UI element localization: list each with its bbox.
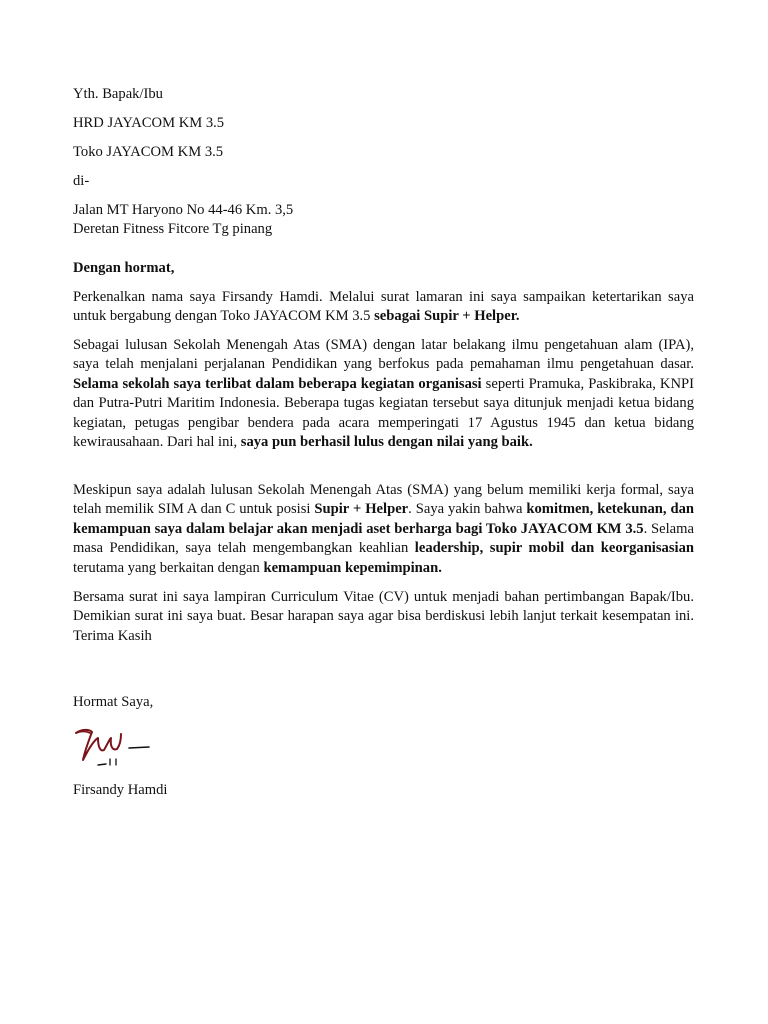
salutation-to: Yth. Bapak/Ibu xyxy=(73,86,163,102)
paragraph-intro xyxy=(73,288,694,327)
skills-text-2: . Saya yakin bahwa xyxy=(408,501,527,518)
skills-text-4: terutama yang berkaitan dengan xyxy=(73,559,264,576)
leadership-emphasis: leadership, supir mobil dan keorganisasian xyxy=(414,540,694,557)
paragraph-education xyxy=(73,336,694,452)
closing-phrase: Hormat Saya, xyxy=(73,694,154,710)
address-line-2: Deretan Fitness Fitcore Tg pinang xyxy=(73,221,273,238)
greeting-text: Dengan hormat, xyxy=(73,260,175,276)
recipient-store: Toko JAYACOM KM 3.5 xyxy=(73,144,224,160)
education-text-2: seperti Pramuka, Paskibraka, KNPI dan Putra-Putri Maritim Indonesia. Beberapa tugas kegiatan tersebut saya ditunjuk menjadi ketua bidang kegiatan, petugas pengibar bendera pada acara memperingati 17 Agustus 1945 dan ketua bidang kewirausahaan. Dari hal ini, xyxy=(73,375,694,451)
recipient-at: di- xyxy=(73,173,90,189)
organization-emphasis: Selama sekolah saya terlibat dalam beberapa kegiatan organisasi xyxy=(73,375,482,392)
leadership-ability-emphasis: kemampuan kepemimpinan. xyxy=(263,559,442,576)
skills-text-3: . Selama masa Pendidikan, saya telah mengembangkan keahlian xyxy=(73,520,694,557)
signer-name: Firsandy Hamdi xyxy=(73,782,168,798)
education-text-1: Sebagai lulusan Sekolah Menengah Atas (SMA) dengan latar belakang ilmu pengetahuan alam (IPA), saya telah menjalani perjalanan Pendidikan yang berfokus pada pemahaman ilmu pengetahuan dasar. xyxy=(73,337,694,373)
greeting xyxy=(73,259,174,278)
position-emphasis: sebagai Supir + Helper. xyxy=(374,308,520,325)
handwritten-signature xyxy=(73,720,163,776)
paragraph-skills xyxy=(73,481,694,578)
position-bold: Supir + Helper xyxy=(314,501,409,518)
paragraph-intro-text: Perkenalkan nama saya Firsandy Hamdi. Melalui surat lamaran ini saya sampaikan ketertarikan saya untuk bergabung dengan Toko JAYACOM KM 3.5 xyxy=(73,289,694,325)
letter-page xyxy=(73,0,694,1024)
commitment-emphasis: komitmen, ketekunan, dan kemampuan saya dalam belajar akan menjadi aset berharga bagi Toko JAYACOM KM 3.5 xyxy=(73,501,694,537)
skills-text-1: Meskipun saya adalah lulusan Sekolah Menengah Atas (SMA) yang belum memiliki kerja formal, saya telah memilik SIM A dan C untuk posisi xyxy=(73,482,694,518)
address-line-1: Jalan MT Haryono No 44-46 Km. 3,5 xyxy=(73,202,294,218)
graduation-emphasis: saya pun berhasil lulus dengan nilai yang baik. xyxy=(240,434,533,451)
recipient-address xyxy=(73,201,293,240)
recipient-hrd: HRD JAYACOM KM 3.5 xyxy=(73,115,225,131)
paragraph-closing: Bersama surat ini saya lampiran Curriculum Vitae (CV) untuk menjadi bahan pertimbangan Bapak/Ibu. Demikian surat ini saya buat. Besar harapan saya agar bisa berdiskusi lebih lanjut terkait kesempatan ini. Terima Kasih xyxy=(73,589,694,644)
